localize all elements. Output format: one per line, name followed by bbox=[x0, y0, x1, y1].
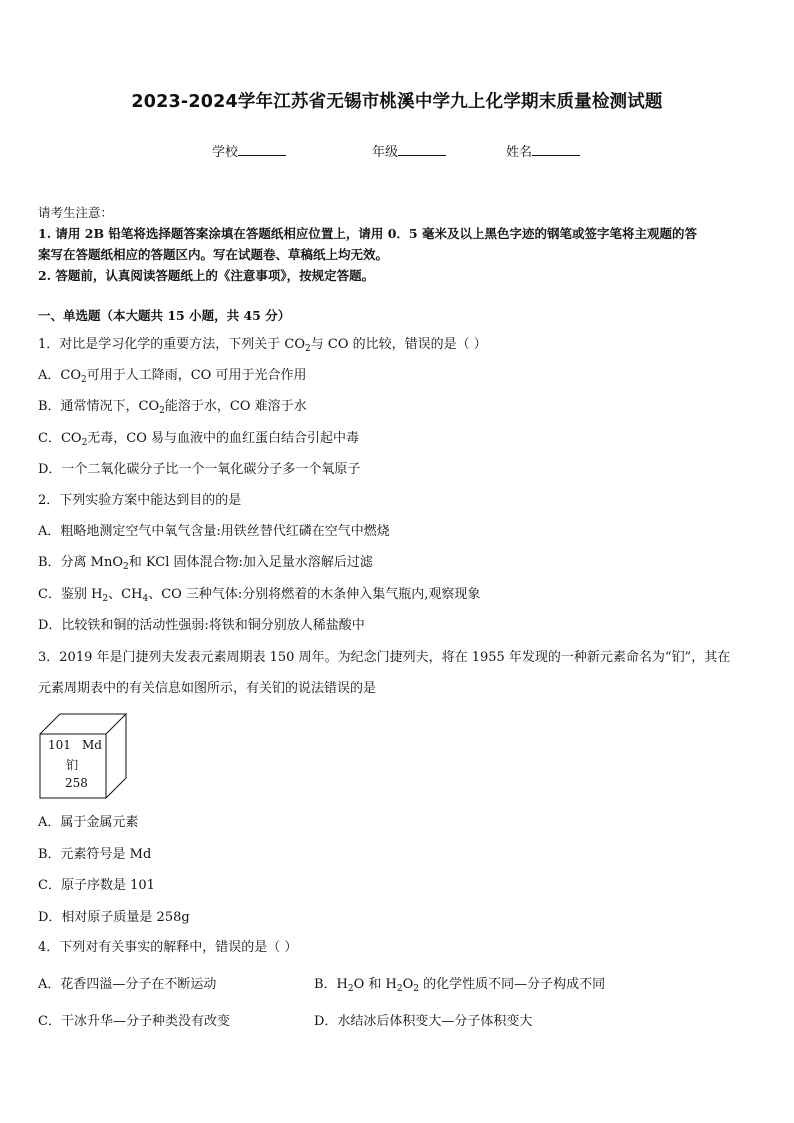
question-2-option-a[interactable]: A．粗略地测定空气中氧气含量:用铁丝替代红磷在空气中燃烧 bbox=[38, 524, 390, 539]
question-2-stem: 2．下列实验方案中能达到目的的是 bbox=[38, 493, 242, 508]
question-2-option-b[interactable]: B．分离 MnO$_2$和 KCl 固体混合物:加入足量水溶解后过滤 bbox=[38, 555, 373, 572]
element-atomic-mass: 258 bbox=[65, 776, 88, 790]
name-field[interactable] bbox=[506, 141, 580, 160]
question-4-option-a[interactable]: A．花香四溢—分子在不断运动 bbox=[38, 977, 217, 992]
question-3-stem-line-1: 3．2019 年是门捷列夫发表元素周期表 150 周年。为纪念门捷列夫，将在 1955 年发现的一种新元素命名为“钔”，其在 bbox=[38, 650, 731, 665]
question-3-option-a[interactable]: A．属于金属元素 bbox=[38, 815, 139, 830]
notice-line-2: 2. 答题前，认真阅读答题纸上的《注意事项》，按规定答题。 bbox=[38, 268, 375, 283]
grade-field[interactable] bbox=[372, 141, 446, 160]
question-2-option-d[interactable]: D．比较铁和铜的活动性强弱:将铁和铜分别放人稀盐酸中 bbox=[38, 618, 365, 633]
question-4-option-c[interactable]: C．干冰升华—分子种类没有改变 bbox=[38, 1014, 230, 1029]
question-1-option-a[interactable]: A．$CO_2$可用于人工降雨，CO 可用于光合作用 bbox=[38, 368, 307, 385]
question-2-option-c[interactable]: C．鉴别 $H_2$、$CH_4$、CO 三种气体:分别将燃着的木条伸入集气瓶内,观察现象 bbox=[38, 587, 481, 604]
element-card-figure bbox=[38, 712, 130, 798]
question-1-stem: 1．对比是学习化学的重要方法，下列关于 $CO_2$与 CO 的比较，错误的是（ ） bbox=[38, 337, 487, 354]
question-3-stem-line-2: 元素周期表中的有关信息如图所示，有关钔的说法错误的是 bbox=[38, 681, 377, 696]
page-title: 2023-2024学年江苏省无锡市桃溪中学九上化学期末质量检测试题 bbox=[131, 92, 663, 112]
question-3-option-c[interactable]: C．原子序数是 101 bbox=[38, 878, 155, 893]
school-field[interactable] bbox=[212, 141, 286, 160]
question-3-option-b[interactable]: B．元素符号是 Md bbox=[38, 847, 152, 862]
notice-heading: 请考生注意： bbox=[38, 205, 114, 220]
question-1-option-c[interactable]: C．$CO_2$无毒，CO 易与血液中的血红蛋白结合引起中毒 bbox=[38, 431, 360, 448]
school-label: 学校 bbox=[212, 145, 239, 160]
grade-blank[interactable] bbox=[398, 143, 446, 156]
element-symbol: Md bbox=[82, 738, 102, 752]
name-blank[interactable] bbox=[532, 143, 580, 156]
question-4-stem: 4．下列对有关事实的解释中，错误的是（ ） bbox=[38, 940, 298, 955]
notice-line-1a: 1. 请用 2B 铅笔将选择题答案涂填在答题纸相应位置上，请用 0．5 毫米及以上黑色字迹的钢笔或签字笔将主观题的答 bbox=[38, 226, 697, 241]
section-heading: 一、单选题（本大题共 15 小题，共 45 分） bbox=[38, 308, 291, 323]
question-1-option-d[interactable]: D．一个二氧化碳分子比一个一氧化碳分子多一个氧原子 bbox=[38, 462, 361, 477]
question-4-option-b[interactable]: B．$H_2O$ 和 $H_2O_2$ 的化学性质不同—分子构成不同 bbox=[314, 977, 606, 994]
question-3-option-d[interactable]: D．相对原子质量是 258g bbox=[38, 910, 190, 925]
notice-line-1b: 案写在答题纸相应的答题区内。写在试题卷、草稿纸上均无效。 bbox=[38, 247, 389, 262]
grade-label: 年级 bbox=[372, 145, 399, 160]
question-4-option-d[interactable]: D．水结冰后体积变大—分子体积变大 bbox=[314, 1014, 533, 1029]
question-1-option-b[interactable]: B．通常情况下，$CO_2$能溶于水，CO 难溶于水 bbox=[38, 399, 307, 416]
element-name: 钔 bbox=[66, 758, 79, 772]
element-atomic-number: 101 bbox=[48, 738, 71, 752]
school-blank[interactable] bbox=[238, 143, 286, 156]
name-label: 姓名 bbox=[506, 145, 533, 160]
